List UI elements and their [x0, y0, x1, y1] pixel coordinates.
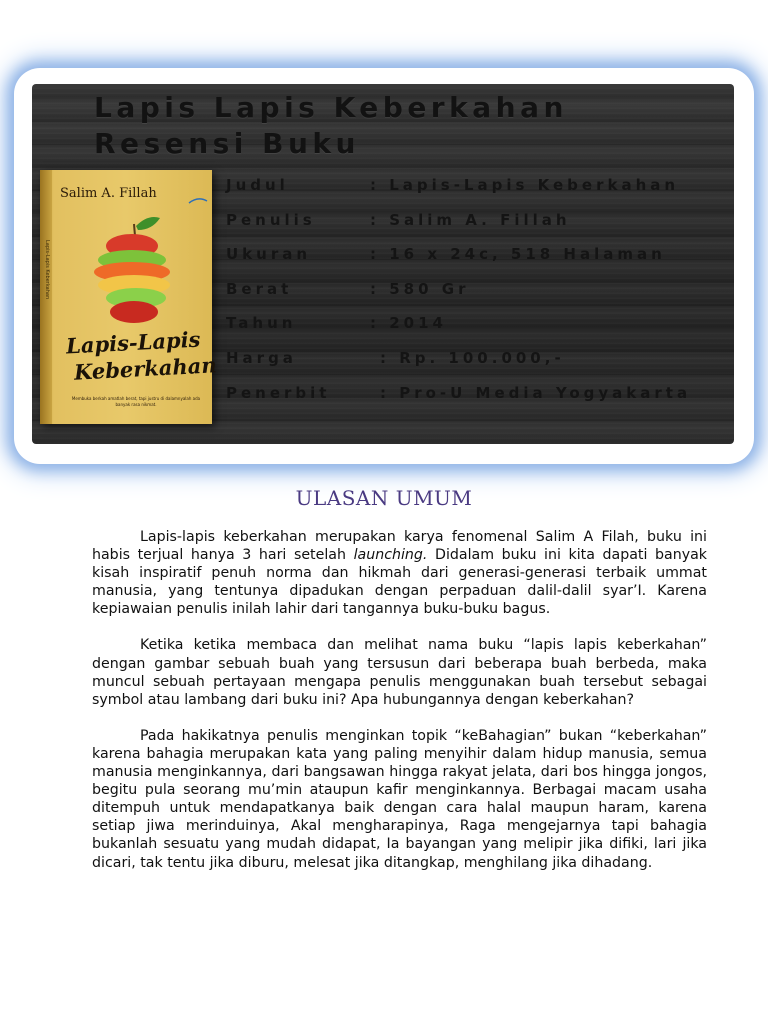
spec-label: Harga [226, 349, 297, 367]
paragraph-2: Ketika ketika membaca dan melihat nama buku “lapis lapis keberkahan” dengan gambar sebuah buah yang tersusun dari beberapa buah berbeda, maka muncul sebuah pertayaan mengapa penulis menggunakan buah tersebut sebagai symbol atau lambang dari buku ini? Apa hubungannya dengan keberkahan? [92, 637, 707, 708]
spec-label: Berat [226, 280, 293, 298]
paragraph-1-text-a: Lapis-lapis keberkahan merupakan karya fenomenal Salim A Filah, buku ini habis terjual hanya 3 hari setelah [92, 529, 707, 564]
book-spine-text: Lapis-Lapis Keberkahan [44, 240, 50, 300]
book-cover-image [40, 170, 218, 424]
spec-value: : Rp. 100.000,- [380, 349, 565, 367]
spec-value: : Pro-U Media Yogyakarta [380, 384, 692, 402]
spec-label: Judul [226, 176, 289, 194]
spec-label: Ukuran [226, 245, 312, 263]
spec-value: : 2014 [370, 314, 447, 332]
publisher-logo-icon [188, 198, 208, 204]
stacked-fruit-icon [90, 212, 180, 332]
paragraph-3: Pada hakikatnya penulis menginkan topik “keBahagian” bukan “keberkahan” karena bahagia merupakan kata yang paling menyihir dalam hidup manusia, semua manusia menginkannya, dari bangsawan hingga rakyat jelata, dari bos hingga jongos, begitu pula seorang mu’min ataupun kafir menginkannya. Berbagai macam usaha ditempuh untuk mendapatkanya baik dengan cara halal maupun haram, karena setiap jiwa merinduinya, Akal mengharapinya, Raga mengejarnya tapi bahagia bukanlah sesuatu yang mudah didapat, Ia bayangan yang melipir jika difiki, lari jika dicari, tak tentu jika diburu, melesat jika ditangkap, menghilang jika dihadang. [92, 727, 707, 871]
spec-label: Tahun [226, 314, 297, 332]
book-cover-title-line-2: Keberkahan [73, 352, 218, 385]
book-cover-tagline: Membuka berkah amatlah berat, tapi justru di dalamnyalah ada banyak rasa nikmat. [71, 396, 201, 407]
review-article [92, 528, 707, 890]
spec-label: Penulis [226, 211, 316, 229]
banner-title-line-1: Lapis Lapis Keberkahan [94, 91, 568, 124]
section-title: ULASAN UMUM [295, 486, 473, 510]
paragraph-1-italic: launching. [353, 547, 428, 564]
banner-title-line-2: Resensi Buku [94, 127, 360, 160]
paragraph-1 [92, 528, 707, 618]
spec-value: : 16 x 24c, 518 Halaman [370, 245, 666, 263]
spec-value: : 580 Gr [370, 280, 470, 298]
banner-title [94, 90, 568, 162]
spec-value: : Salim A. Fillah [370, 211, 571, 229]
paragraph-1-text-b: Didalam buku ini kita dapati banyak kisah inspiratif penuh norma dan hikmah dari generasi-generasi terbaik ummat manusia, yang tentunya dipadukan dengan perpaduan dalil-dalil syar’I. Karena kepiawaian penulis inilah lahir dari tangannya buku-buku bagus. [92, 547, 707, 618]
book-cover-author: Salim A. Fillah [60, 186, 157, 201]
book-cover-title-line-1: Lapis-Lapis [65, 326, 201, 359]
book-info-banner [32, 84, 734, 444]
spec-label: Penerbit [226, 384, 331, 402]
spec-value: : Lapis-Lapis Keberkahan [370, 176, 680, 194]
